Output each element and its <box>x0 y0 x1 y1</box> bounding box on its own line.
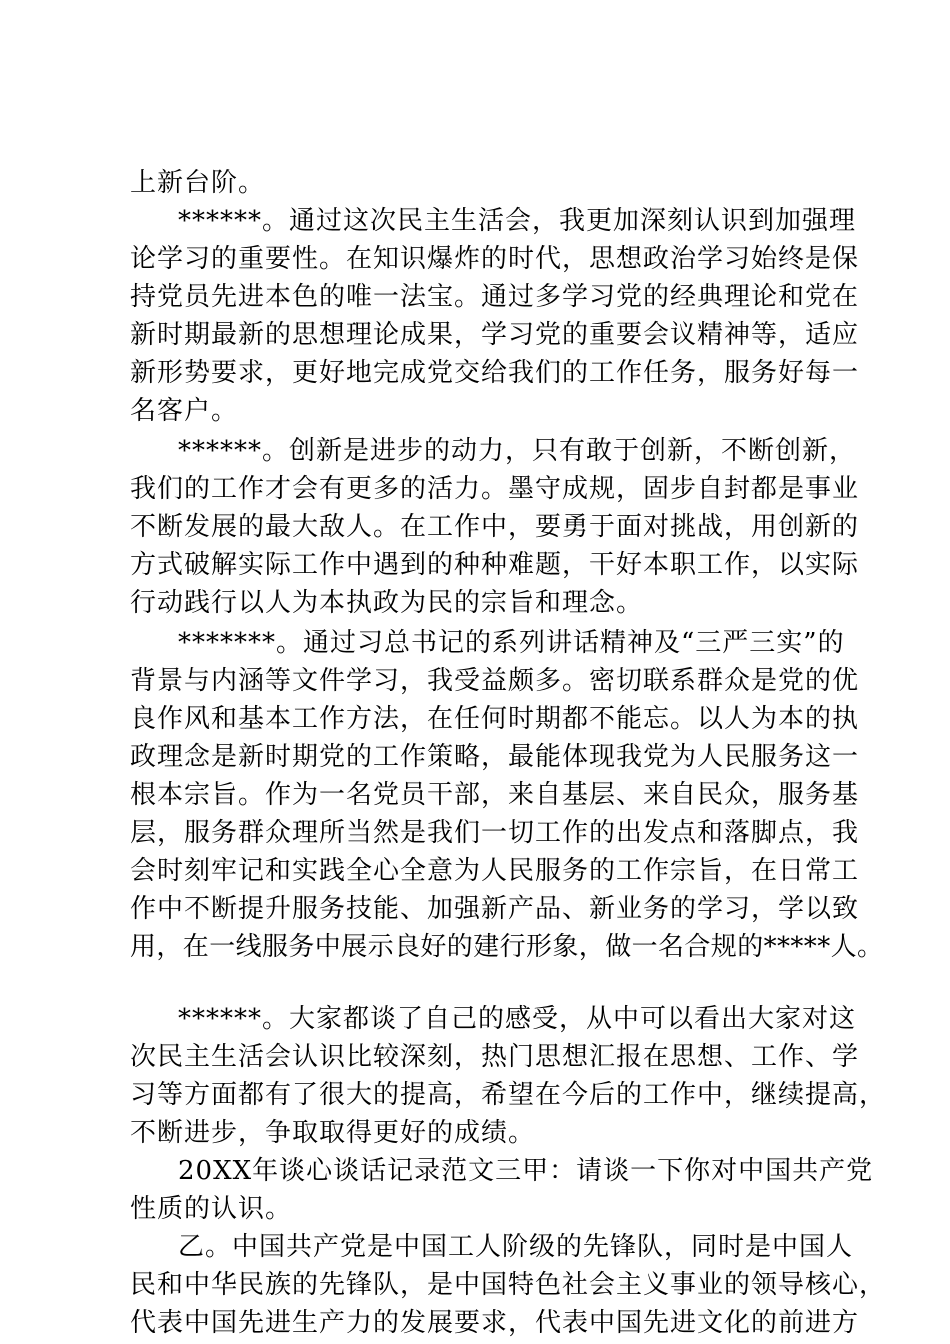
text-line: 用，在一线服务中展示良好的建行形象，做一名合规的*****人。 <box>130 932 884 962</box>
text-line: 政理念是新时期党的工作策略，最能体现我党为人民服务这一 <box>130 742 860 772</box>
text-line: 我们的工作才会有更多的活力。墨守成规，固步自封都是事业 <box>130 474 860 504</box>
text-line: 次民主生活会认识比较深刻，热门思想汇报在思想、工作、学 <box>130 1042 860 1072</box>
text-line: 名客户。 <box>130 396 239 426</box>
text-line: 根本宗旨。作为一名党员干部，来自基层、来自民众，服务基 <box>130 780 860 810</box>
text-line: 新形势要求，更好地完成党交给我们的工作任务，服务好每一 <box>130 358 860 388</box>
text-line: 持党员先进本色的唯一法宝。通过多学习党的经典理论和党在 <box>130 282 860 312</box>
text-line: 会时刻牢记和实践全心全意为人民服务的工作宗旨，在日常工 <box>130 856 860 886</box>
text-line: 20XX年谈心谈话记录范文三甲：请谈一下你对中国共产党 <box>178 1156 874 1186</box>
text-line: *******。通过习总书记的系列讲话精神及“三严三实”的 <box>178 628 845 658</box>
text-line: 民和中华民族的先锋队，是中国特色社会主义事业的领导核心， <box>130 1270 887 1300</box>
text-line: 行动践行以人为本执政为民的宗旨和理念。 <box>130 588 644 618</box>
text-line: 上新台阶。 <box>130 168 266 198</box>
text-line: 作中不断提升服务技能、加强新产品、新业务的学习，学以致 <box>130 894 860 924</box>
text-line: 不断发展的最大敌人。在工作中，要勇于面对挑战，用创新的 <box>130 512 860 542</box>
text-line: 习等方面都有了很大的提高，希望在今后的工作中，继续提高， <box>130 1080 887 1110</box>
text-line: 层，服务群众理所当然是我们一切工作的出发点和落脚点，我 <box>130 818 860 848</box>
text-line: 性质的认识。 <box>130 1194 293 1224</box>
text-line: ******。大家都谈了自己的感受，从中可以看出大家对这 <box>178 1004 857 1034</box>
text-line: 方式破解实际工作中遇到的种种难题，干好本职工作，以实际 <box>130 550 860 580</box>
text-line: 新时期最新的思想理论成果，学习党的重要会议精神等，适应 <box>130 320 860 350</box>
text-line: 良作风和基本工作方法，在任何时期都不能忘。以人为本的执 <box>130 704 860 734</box>
text-line: 代表中国先进生产力的发展要求，代表中国先进文化的前进方 <box>130 1308 860 1338</box>
text-line: 不断进步，争取取得更好的成绩。 <box>130 1118 536 1148</box>
text-line: ******。创新是进步的动力，只有敢于创新，不断创新， <box>178 436 857 466</box>
text-line: ******。通过这次民主生活会，我更加深刻认识到加强理 <box>178 206 857 236</box>
text-line: 论学习的重要性。在知识爆炸的时代，思想政治学习始终是保 <box>130 244 860 274</box>
text-line: 背景与内涵等文件学习，我受益颇多。密切联系群众是党的优 <box>130 666 860 696</box>
text-line: 乙。中国共产党是中国工人阶级的先锋队，同时是中国人 <box>178 1232 854 1262</box>
